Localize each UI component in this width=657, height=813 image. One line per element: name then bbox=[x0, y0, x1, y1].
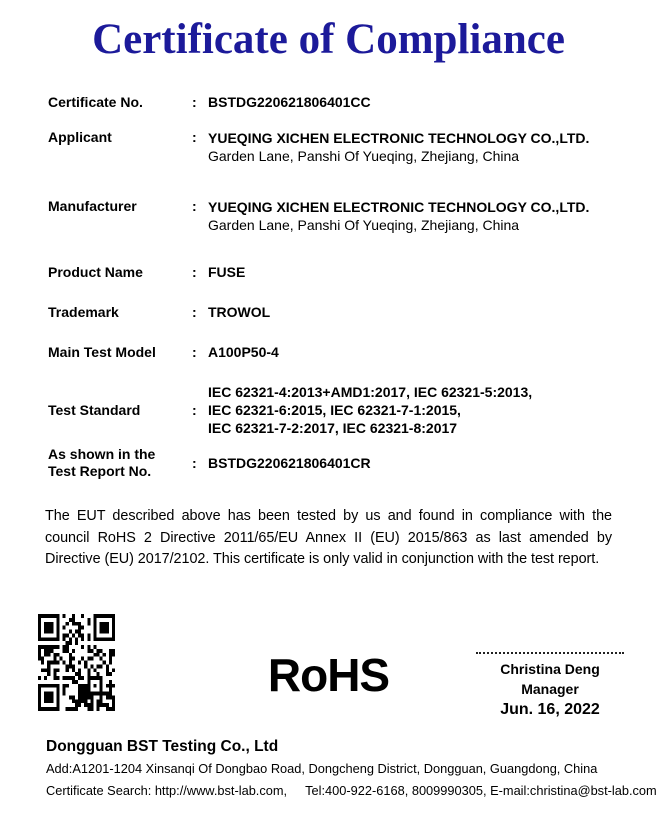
certificate-no-label: Certificate No. bbox=[48, 94, 143, 110]
certificate-no-value: BSTDG220621806401CC bbox=[208, 94, 371, 110]
lab-name: Dongguan BST Testing Co., Ltd bbox=[46, 738, 279, 755]
manufacturer-address: Garden Lane, Panshi Of Yueqing, Zhejiang, China bbox=[208, 217, 520, 233]
manufacturer-name: YUEQING XICHEN ELECTRONIC TECHNOLOGY CO.,LTD. bbox=[208, 199, 590, 215]
colon: : bbox=[192, 344, 197, 360]
test-report-no-value: BSTDG220621806401CR bbox=[208, 454, 371, 471]
test-standard-line: IEC 62321-4:2013+AMD1:2017, IEC 62321-5:2013, bbox=[208, 384, 533, 400]
contact-info-text: Tel:400-922-6168, 8009990305, E-mail:christina@bst-lab.com bbox=[305, 783, 657, 798]
test-standard-line: IEC 62321-7-2:2017, IEC 62321-8:2017 bbox=[208, 420, 458, 436]
lab-contact bbox=[46, 780, 657, 802]
colon: : bbox=[192, 304, 197, 320]
trademark-value: TROWOL bbox=[208, 304, 271, 320]
colon: : bbox=[192, 454, 197, 471]
colon: : bbox=[192, 198, 197, 214]
field-certificate-no bbox=[45, 94, 612, 111]
main-test-model-value: A100P50-4 bbox=[208, 344, 279, 360]
colon: : bbox=[192, 264, 197, 280]
field-product-name bbox=[45, 264, 612, 281]
signature-block bbox=[474, 652, 626, 720]
test-standard-line: IEC 62321-6:2015, IEC 62321-7-1:2015, bbox=[208, 402, 461, 418]
colon: : bbox=[192, 94, 197, 110]
trademark-label: Trademark bbox=[48, 304, 119, 320]
stamp-band bbox=[45, 614, 612, 718]
colon: : bbox=[192, 129, 197, 145]
manufacturer-label: Manufacturer bbox=[48, 198, 137, 214]
compliance-statement bbox=[45, 506, 612, 571]
field-main-test-model bbox=[45, 344, 612, 361]
test-standard-label: Test Standard bbox=[48, 401, 141, 418]
field-test-standard bbox=[45, 383, 612, 437]
field-trademark bbox=[45, 304, 612, 321]
signer-title: Manager bbox=[521, 680, 579, 697]
product-name-value: FUSE bbox=[208, 264, 246, 280]
statement-line: Directive (EU) 2017/2102. This certificate is only valid in conjunction with the test report. bbox=[45, 551, 600, 567]
main-test-model-label: Main Test Model bbox=[48, 344, 156, 360]
field-test-report-no bbox=[45, 446, 612, 480]
footer bbox=[46, 736, 657, 802]
applicant-name: YUEQING XICHEN ELECTRONIC TECHNOLOGY CO.,LTD. bbox=[208, 130, 590, 146]
test-report-label-line: Test Report No. bbox=[48, 463, 152, 479]
test-report-label-line: As shown in the bbox=[48, 446, 156, 462]
rohs-mark: RoHS bbox=[267, 648, 390, 701]
colon: : bbox=[192, 401, 197, 418]
page-title: Certificate of Compliance bbox=[92, 16, 565, 63]
applicant-address: Garden Lane, Panshi Of Yueqing, Zhejiang, China bbox=[208, 148, 520, 164]
signer-name: Christina Deng bbox=[500, 660, 600, 677]
applicant-label: Applicant bbox=[48, 129, 112, 145]
signature-line bbox=[476, 652, 624, 654]
signature-date: Jun. 16, 2022 bbox=[500, 700, 600, 718]
field-applicant bbox=[45, 129, 612, 165]
product-name-label: Product Name bbox=[48, 264, 143, 280]
statement-line: council RoHS 2 Directive 2011/65/EU Annex II (EU) 2015/863 as last amended by bbox=[45, 529, 612, 546]
field-manufacturer bbox=[45, 198, 612, 234]
statement-line: The EUT described above has been tested by us and found in compliance with the bbox=[45, 508, 612, 524]
lab-address: Add:A1201-1204 Xinsanqi Of Dongbao Road, Dongcheng District, Dongguan, Guangdong, China bbox=[46, 761, 598, 776]
certificate-search-text: Certificate Search: http://www.bst-lab.com, bbox=[46, 783, 288, 798]
